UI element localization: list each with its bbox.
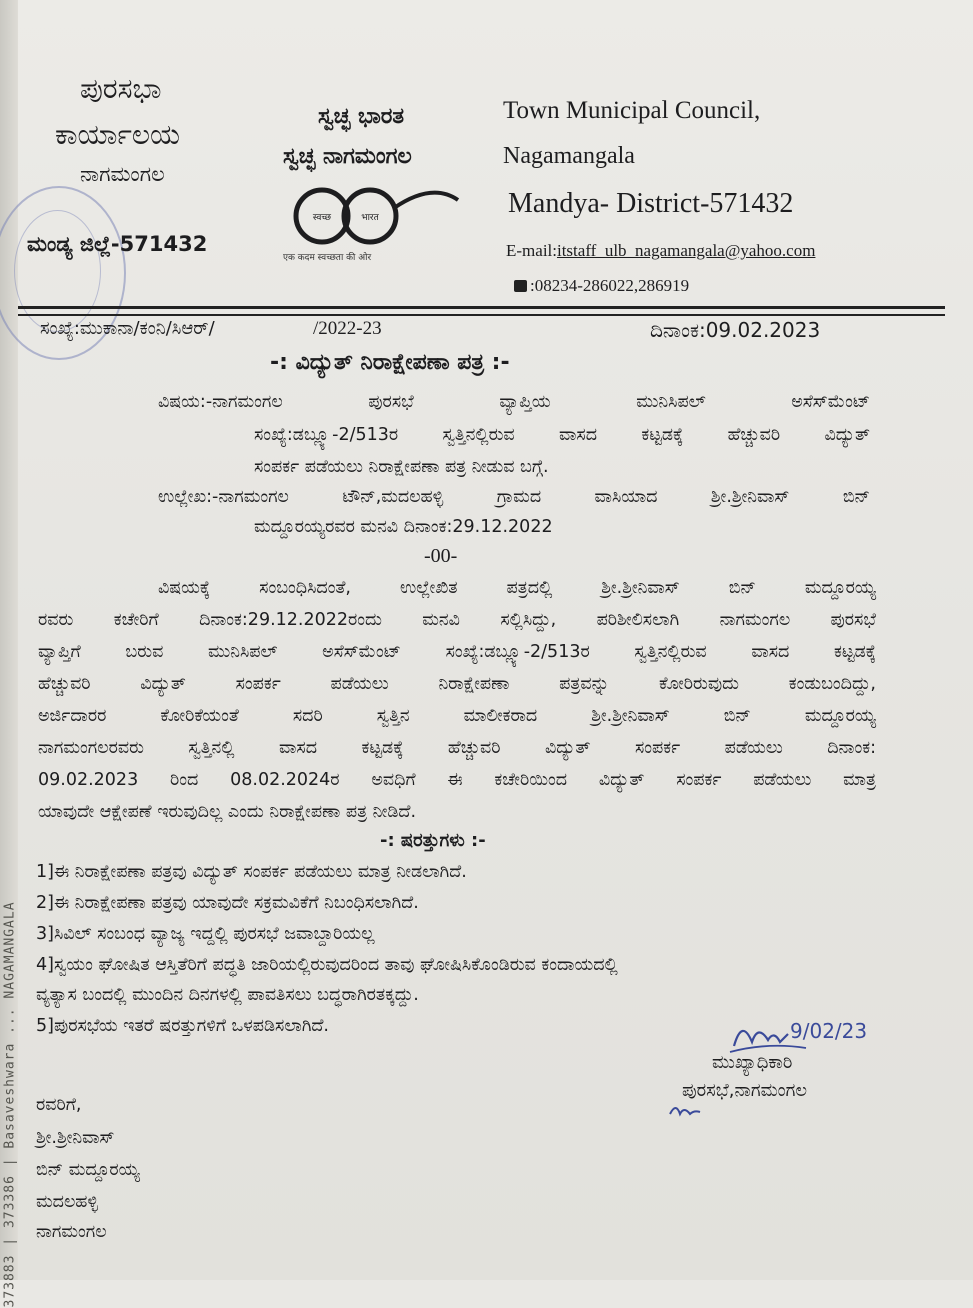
body-line-3: ವ್ಯಾಪ್ತಿಗೆ ಬರುವ ಮುನಿಸಿಪಲ್ ಅಸೆಸ್‌ಮೆಂಟ್ ಸಂಖ್ಯೆ:ಡಬ್ಲ್ಯೂ-2/513ರ ಸ್ವತ್ತಿನಲ್ಲಿರುವ ವಾಸದ ಕಟ್ಟಡಕ್ಕೆ <box>38 642 876 662</box>
council-phone <box>514 276 689 296</box>
swachh-logo-right-text: भारत <box>361 213 379 223</box>
council-email <box>506 241 815 261</box>
swachh-tagline: एक कदम स्वच्छता की ओर <box>283 253 372 263</box>
recipient-salutation: ರವರಿಗೆ, <box>36 1095 82 1115</box>
edge-strip-text: 373883 | 373386 | Basaveshwara ... NAGAMANGALA <box>2 901 18 1308</box>
condition-5: 5]ಪುರಸಭೆಯ ಇತರೆ ಷರತ್ತುಗಳಿಗೆ ಒಳಪಡಿಸಲಾಗಿದೆ. <box>36 1016 329 1036</box>
letter-reference-number: ಸಂಖ್ಯೆ:ಮುಕಾನಾ/ಕಂನಿ/ಸಿಆರ್/ <box>40 318 215 339</box>
phone-numbers: :08234-286022,286919 <box>530 276 690 295</box>
recipient-name: ಶ್ರೀ.ಶ್ರೀನಿವಾಸ್ <box>36 1128 115 1148</box>
body-line-5: ಅರ್ಜಿದಾರರ ಕೋರಿಕೆಯಂತೆ ಸದರಿ ಸ್ವತ್ತಿನ ಮಾಲೀಕರಾದ ಶ್ರೀ.ಶ್ರೀನಿವಾಸ್ ಬಿನ್ ಮದ್ದೂರಯ್ಯ <box>38 706 876 726</box>
telephone-icon <box>514 280 527 292</box>
office-name-line-1: ಪುರಸಭಾ <box>80 72 162 105</box>
reference-note-line-2: ಮದ್ದೂರಯ್ಯರವರ ಮನವಿ ದಿನಾಂಕ:29.12.2022 <box>254 517 553 537</box>
initials-scribble-icon <box>668 1100 702 1122</box>
header-divider-thin <box>18 314 945 316</box>
office-district: ಮಂಡ್ಯ ಜಿಲ್ಲೆ-571432 <box>27 232 208 256</box>
email-label: E-mail: <box>506 241 557 260</box>
letter-reference-year: /2022-23 <box>313 318 382 339</box>
body-line-4: ಹೆಚ್ಚುವರಿ ವಿದ್ಯುತ್ ಸಂಪರ್ಕ ಪಡೆಯಲು ನಿರಾಕ್ಷೇಪಣಾ ಪತ್ರವನ್ನು ಕೋರಿರುವುದು ಕಂಡುಬಂದಿದ್ದು, <box>38 674 876 694</box>
body-line-8: ಯಾವುದೇ ಆಕ್ಷೇಪಣೆ ಇರುವುದಿಲ್ಲ ಎಂದು ನಿರಾಕ್ಷೇಪಣಾ ಪತ್ರ ನೀಡಿದೆ. <box>38 802 417 822</box>
conditions-title: -: ಷರತ್ತುಗಳು :- <box>380 830 486 851</box>
subject-line-2: ಸಂಖ್ಯೆ:ಡಬ್ಲ್ಯೂ-2/513ರ ಸ್ವತ್ತಿನಲ್ಲಿರುವ ವಾಸದ ಕಟ್ಟಡಕ್ಕೆ ಹೆಚ್ಚುವರಿ ವಿದ್ಯುತ್ <box>254 425 870 445</box>
signature-date: 9/02/23 <box>790 1019 868 1043</box>
body-line-1: ವಿಷಯಕ್ಕೆ ಸಂಬಂಧಿಸಿದಂತೆ, ಉಲ್ಲೇಖಿತ ಪತ್ರದಲ್ಲಿ ಶ್ರೀ.ಶ್ರೀನಿವಾಸ್ ಬಿನ್ ಮದ್ದೂರಯ್ಯ <box>158 578 876 598</box>
swachh-logo-left-text: स्वच्छ <box>312 213 332 223</box>
recipient-town: ನಾಗಮಂಗಲ <box>36 1222 107 1242</box>
condition-4: 4]ಸ್ವಯಂ ಘೋಷಿತ ಆಸ್ತಿತೆರಿಗೆ ಪದ್ಧತಿ ಜಾರಿಯಲ್ಲಿರುವುದರಿಂದ ತಾವು ಘೋಷಿಸಿಕೊಂಡಿರುವ ಕಂದಾಯದಲ್ಲಿ <box>36 955 618 975</box>
recipient-village: ಮದಲಹಳ್ಳಿ <box>36 1192 99 1212</box>
body-line-7: 09.02.2023 ರಿಂದ 08.02.2024ರ ಅವಧಿಗೆ ಈ ಕಚೇರಿಯಿಂದ ವಿದ್ಯುತ್ ಸಂಪರ್ಕ ಪಡೆಯಲು ಮಾತ್ರ <box>38 770 876 790</box>
section-separator: -00- <box>424 545 458 567</box>
swachh-bharat-title: ಸ್ವಚ್ಛ ಭಾರತ <box>318 104 405 129</box>
council-name-en: Town Municipal Council, <box>503 97 761 124</box>
signatory-designation: ಮುಖ್ಯಾಧಿಕಾರಿ <box>712 1052 793 1073</box>
body-line-2: ರವರು ಕಚೇರಿಗೆ ದಿನಾಂಕ:29.12.2022ರಂದು ಮನವಿ ಸಲ್ಲಿಸಿದ್ದು, ಪರಿಶೀಲಿಸಲಾಗಿ ನಾಗಮಂಗಲ ಪುರಸಭೆ <box>38 610 876 630</box>
swachh-nagamangala-title: ಸ್ವಚ್ಛ ನಾಗಮಂಗಲ <box>283 144 412 169</box>
letter-title: -: ವಿದ್ಯುತ್ ನಿರಾಕ್ಷೇಪಣಾ ಪತ್ರ :- <box>270 350 510 375</box>
office-name-line-2: ಕಾರ್ಯಾಲಯ <box>55 118 180 151</box>
body-line-6: ನಾಗಮಂಗಲರವರು ಸ್ವತ್ತಿನಲ್ಲಿ ವಾಸದ ಕಟ್ಟಡಕ್ಕೆ ಹೆಚ್ಚುವರಿ ವಿದ್ಯುತ್ ಸಂಪರ್ಕ ಪಡೆಯಲು ದಿನಾಂಕ: <box>38 738 876 758</box>
email-address: itstaff_ulb_nagamangala@yahoo.com <box>556 241 816 260</box>
council-district-en: Mandya- District-571432 <box>508 188 794 219</box>
office-town: ನಾಗಮಂಗಲ <box>80 162 165 186</box>
reference-note-line-1: ಉಲ್ಲೇಖ:-ನಾಗಮಂಗಲ ಟೌನ್,ಮದಲಹಳ್ಳಿ ಗ್ರಾಮದ ವಾಸಿಯಾದ ಶ್ರೀ.ಶ್ರೀನಿವಾಸ್ ಬಿನ್ <box>158 487 870 507</box>
signatory-office: ಪುರಸಭೆ,ನಾಗಮಂಗಲ <box>682 1080 808 1101</box>
council-town-en: Nagamangala <box>503 143 635 169</box>
subject-line-1: ವಿಷಯ:-ನಾಗಮಂಗಲ ಪುರಸಭೆ ವ್ಯಾಪ್ತಿಯ ಮುನಿಸಿಪಲ್ ಅಸೆಸ್‌ಮೆಂಟ್ <box>158 392 870 412</box>
subject-line-3: ಸಂಪರ್ಕ ಪಡೆಯಲು ನಿರಾಕ್ಷೇಪಣಾ ಪತ್ರ ನೀಡುವ ಬಗ್ಗೆ. <box>254 457 549 477</box>
letter-date: ದಿನಾಂಕ:09.02.2023 <box>650 318 821 342</box>
condition-4-cont: ವ್ಯತ್ಯಾಸ ಬಂದಲ್ಲಿ ಮುಂದಿನ ದಿನಗಳಲ್ಲಿ ಪಾವತಿಸಲು ಬದ್ಧರಾಗಿರತಕ್ಕದ್ದು. <box>36 985 419 1005</box>
condition-1: 1]ಈ ನಿರಾಕ್ಷೇಪಣಾ ಪತ್ರವು ವಿದ್ಯುತ್ ಸಂಪರ್ಕ ಪಡೆಯಲು ಮಾತ್ರ ನೀಡಲಾಗಿದೆ. <box>36 862 467 882</box>
condition-2: 2]ಈ ನಿರಾಕ್ಷೇಪಣಾ ಪತ್ರವು ಯಾವುದೇ ಸಕ್ರಮವಿಕೆಗೆ ನಿಬಂಧಿಸಲಾಗಿದೆ. <box>36 893 419 913</box>
header-divider-thick <box>18 306 945 309</box>
swachh-bharat-glasses-icon <box>282 178 462 252</box>
recipient-father: ಬಿನ್ ಮದ್ದೂರಯ್ಯ <box>36 1160 140 1180</box>
condition-3: 3]ಸಿವಿಲ್ ಸಂಬಂಧ ವ್ಯಾಜ್ಯ ಇದ್ದಲ್ಲಿ ಪುರಸಭೆ ಜವಾಬ್ದಾರಿಯಲ್ಲ <box>36 924 375 944</box>
